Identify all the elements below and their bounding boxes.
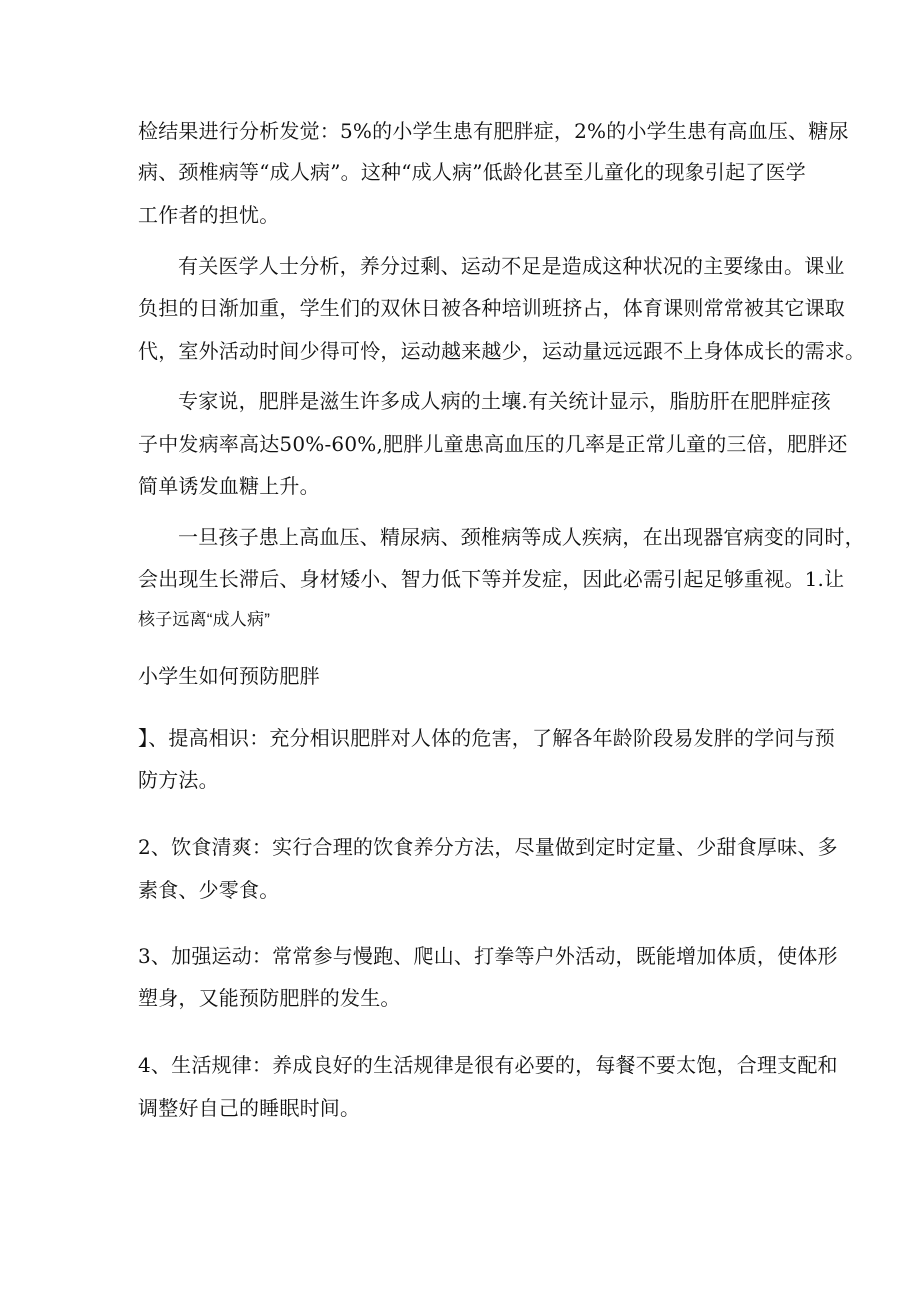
- list-item: 4、生活规律：养成良好的生活规律是很有必要的，每餐不要太饱，合理支配和: [138, 1053, 838, 1077]
- text-line: 塑身，又能预防肥胖的发生。: [138, 986, 401, 1010]
- text-line: 简单诱发血糖上升。: [138, 474, 320, 498]
- text-line: 素食、少零食。: [138, 878, 280, 902]
- section-heading: 核子远离“成人病”: [138, 610, 271, 629]
- paragraph-first-line: 一旦孩子患上高血压、精尿病、颈椎病等成人疾病，在出现器官病变的同时，: [178, 525, 865, 549]
- text-line: 病、颈椎病等“成人病”。这种“成人病”低龄化甚至儿童化的现象引起了医学: [138, 160, 806, 184]
- text-line: 子中发病率高达50%-60%,肥胖儿童患高血压的几率是正常儿童的三倍，肥胖还: [138, 432, 848, 456]
- section-title: 小学生如何预防肥胖: [138, 664, 320, 688]
- list-item: 2、饮食清爽：实行合理的饮食养分方法，尽量做到定时定量、少甜食厚味、多: [138, 835, 838, 859]
- text-line: 会出现生长滞后、身材矮小、智力低下等并发症，因此必需引起足够重视。1.让: [138, 567, 845, 591]
- text-line: 防方法。: [138, 768, 219, 792]
- list-item: 3、加强运动：常常参与慢跑、爬山、打拳等户外活动，既能增加体质，使体形: [138, 944, 838, 968]
- paragraph-first-line: 有关医学人士分析，养分过剩、运动不足是造成这种状况的主要缘由。课业: [178, 254, 845, 278]
- text-line: 检结果进行分析发觉：5%的小学生患有肥胖症，2%的小学生患有高血压、糖尿: [138, 119, 849, 143]
- text-line: 调整好自己的睡眠时间。: [138, 1096, 361, 1120]
- text-line: 工作者的担忧。: [138, 203, 280, 227]
- list-item: 】、提高相识：充分相识肥胖对人体的危害，了解各年龄阶段易发胖的学问与预: [138, 726, 835, 750]
- text-line: 代，室外活动时间少得可怜，运动越来越少，运动量远远跟不上身体成长的需求。: [138, 339, 866, 363]
- paragraph-first-line: 专家说，肥胖是滋生许多成人病的土壤.有关统计显示，脂肪肝在肥胖症孩: [178, 389, 831, 413]
- text-line: 负担的日渐加重，学生们的双休日被各种培训班挤占，体育课则常常被其它课取: [138, 296, 845, 320]
